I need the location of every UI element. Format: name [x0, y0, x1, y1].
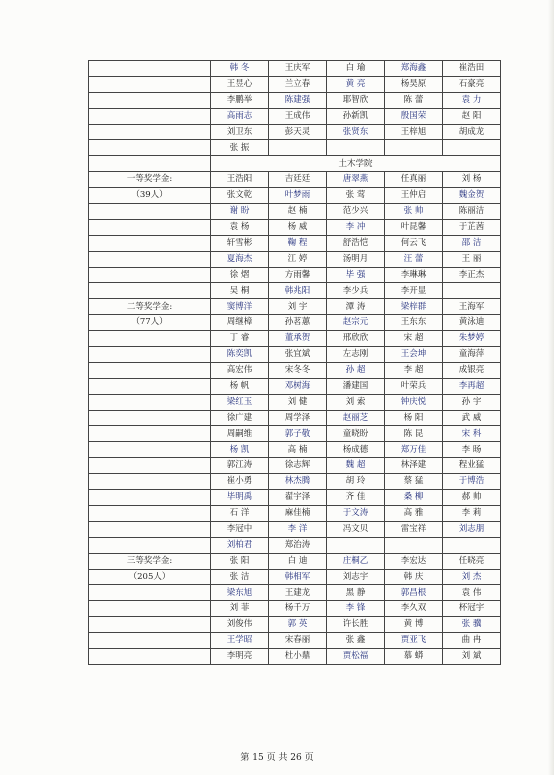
name-cell	[443, 283, 501, 299]
name-cell: 毕 强	[327, 267, 385, 283]
name-cell: 刘志朋	[443, 521, 501, 537]
name-cell: 丁 睿	[211, 331, 269, 347]
name-cell: 孙 超	[327, 362, 385, 378]
name-cell: 麻佳楠	[269, 505, 327, 521]
table-row	[89, 76, 501, 92]
name-cell: 胡 玲	[327, 474, 385, 490]
name-cell: 孙 宇	[443, 394, 501, 410]
name-cell: 武 威	[443, 410, 501, 426]
name-cell: 李 洋	[269, 521, 327, 537]
name-cell: 刘卫东	[211, 124, 269, 140]
category-label-cell: （39人）	[89, 188, 211, 204]
category-label-cell: 三等奖学金:	[89, 553, 211, 569]
name-cell: 刘 健	[269, 394, 327, 410]
category-label-cell	[89, 585, 211, 601]
name-cell: 汤明月	[327, 251, 385, 267]
name-cell: 江 婷	[269, 251, 327, 267]
name-cell: 李 锋	[327, 601, 385, 617]
name-cell: 陈 昆	[385, 426, 443, 442]
name-cell: 张 骥	[443, 617, 501, 633]
name-cell: 宋冬冬	[269, 362, 327, 378]
name-cell: 胡成龙	[443, 124, 501, 140]
name-cell: 袁 杨	[211, 219, 269, 235]
name-cell: 王会坤	[385, 347, 443, 363]
name-cell: 何云飞	[385, 235, 443, 251]
category-label-cell: 一等奖学金:	[89, 172, 211, 188]
name-cell: 曲 冉	[443, 633, 501, 649]
name-cell: 宋春丽	[269, 633, 327, 649]
name-cell: 王 丽	[443, 251, 501, 267]
table-row	[89, 172, 501, 188]
name-cell: 李开显	[385, 283, 443, 299]
name-cell: 张 帅	[385, 204, 443, 220]
name-cell: 杯冠宇	[443, 601, 501, 617]
name-cell: 冯文贝	[327, 521, 385, 537]
category-label-cell	[89, 426, 211, 442]
name-cell: 梁东旭	[211, 585, 269, 601]
name-cell: 韩 冬	[211, 61, 269, 77]
name-cell: 崔浩田	[443, 61, 501, 77]
category-label-cell: （205人）	[89, 569, 211, 585]
table-row	[89, 362, 501, 378]
name-cell: 周嗣维	[211, 426, 269, 442]
name-cell: 张 洁	[211, 569, 269, 585]
name-cell: 轩雪彬	[211, 235, 269, 251]
category-label-cell	[89, 235, 211, 251]
category-label-cell	[89, 648, 211, 664]
name-cell: 崔小勇	[211, 474, 269, 490]
name-cell: 任真丽	[385, 172, 443, 188]
name-cell: 张 振	[211, 140, 269, 156]
name-cell: 桑 柳	[385, 490, 443, 506]
category-label-cell	[89, 537, 211, 553]
category-label-cell	[89, 124, 211, 140]
name-cell: 石豪亮	[443, 76, 501, 92]
name-cell: 贾亚飞	[385, 633, 443, 649]
name-cell: 王成伟	[269, 108, 327, 124]
name-cell: 杜小鼎	[269, 648, 327, 664]
table-row	[89, 521, 501, 537]
table-row	[89, 219, 501, 235]
name-cell: 贾松福	[327, 648, 385, 664]
name-cell: 张文乾	[211, 188, 269, 204]
name-cell: 徐志辉	[269, 458, 327, 474]
name-cell: 吉廷廷	[269, 172, 327, 188]
table-row	[89, 140, 501, 156]
table-row	[89, 283, 501, 299]
category-label-cell	[89, 347, 211, 363]
name-cell: 郝 帅	[443, 490, 501, 506]
name-cell: 孙新凯	[327, 108, 385, 124]
name-cell: 林泽建	[385, 458, 443, 474]
name-cell: 王梓旭	[385, 124, 443, 140]
category-label-cell	[89, 204, 211, 220]
table-row	[89, 188, 501, 204]
name-cell: 左志刚	[327, 347, 385, 363]
name-cell: 许长胜	[327, 617, 385, 633]
name-cell: 赵宗元	[327, 315, 385, 331]
name-cell: 魏金贺	[443, 188, 501, 204]
name-cell: 于博浩	[443, 474, 501, 490]
name-cell: 张 鑫	[327, 633, 385, 649]
name-cell: 翟宇泽	[269, 490, 327, 506]
category-label-cell: 二等奖学金:	[89, 299, 211, 315]
category-label-cell	[89, 490, 211, 506]
name-cell: 陈丽洁	[443, 204, 501, 220]
category-label-cell	[89, 219, 211, 235]
name-cell: 赵 阳	[443, 108, 501, 124]
name-cell: 郭江涛	[211, 458, 269, 474]
name-cell: 潘建国	[327, 378, 385, 394]
name-cell: 高 楠	[269, 442, 327, 458]
category-label-cell	[89, 251, 211, 267]
name-cell: 刘 索	[327, 394, 385, 410]
name-cell: 孙茗蕙	[269, 315, 327, 331]
name-cell	[327, 140, 385, 156]
table-row	[89, 378, 501, 394]
name-cell: 殷国荣	[385, 108, 443, 124]
name-cell: 范少兴	[327, 204, 385, 220]
name-cell: 刘柏君	[211, 537, 269, 553]
name-cell: 周学泽	[269, 410, 327, 426]
name-cell: 韩兆阳	[269, 283, 327, 299]
table-row	[89, 633, 501, 649]
name-cell: 兰立春	[269, 76, 327, 92]
college-header-cell: 土木学院	[211, 156, 501, 172]
name-cell	[385, 140, 443, 156]
name-cell: 杨 凯	[211, 442, 269, 458]
name-cell: 李正杰	[443, 267, 501, 283]
name-cell	[385, 537, 443, 553]
category-label-cell	[89, 76, 211, 92]
name-cell: 郑万佳	[385, 442, 443, 458]
table-row	[89, 617, 501, 633]
name-cell: 白 迪	[269, 553, 327, 569]
name-cell: 叶梦雨	[269, 188, 327, 204]
name-cell: 王东东	[385, 315, 443, 331]
name-cell: 李 旸	[443, 442, 501, 458]
category-label-cell	[89, 394, 211, 410]
name-cell: 童晓盼	[327, 426, 385, 442]
name-cell: 郑治涛	[269, 537, 327, 553]
name-cell: 夏海杰	[211, 251, 269, 267]
name-cell: 吴 桐	[211, 283, 269, 299]
name-cell: 刘 宇	[269, 299, 327, 315]
name-cell: 郭子敬	[269, 426, 327, 442]
name-cell: 李 冲	[327, 219, 385, 235]
name-cell: 叶荣兵	[385, 378, 443, 394]
name-cell: 徐 熠	[211, 267, 269, 283]
name-cell: 白 瑜	[327, 61, 385, 77]
name-cell: 陈奕凯	[211, 347, 269, 363]
name-cell: 李明亮	[211, 648, 269, 664]
name-cell: 黄 亮	[327, 76, 385, 92]
name-cell: 刘志宇	[327, 569, 385, 585]
name-cell: 董承贺	[269, 331, 327, 347]
name-cell: 舒浩恺	[327, 235, 385, 251]
name-cell: 王学昭	[211, 633, 269, 649]
category-label-cell	[89, 378, 211, 394]
name-cell: 李 莉	[443, 505, 501, 521]
name-cell: 袁 力	[443, 92, 501, 108]
name-cell: 张宜斌	[269, 347, 327, 363]
name-cell: 李久双	[385, 601, 443, 617]
name-cell: 庄桐乙	[327, 553, 385, 569]
name-cell: 窦博洋	[211, 299, 269, 315]
name-cell: 杨昊原	[385, 76, 443, 92]
name-cell: 童海萍	[443, 347, 501, 363]
category-label-cell	[89, 601, 211, 617]
name-cell: 李宏达	[385, 553, 443, 569]
category-label-cell	[89, 92, 211, 108]
table-body	[89, 61, 501, 665]
name-cell: 周继樟	[211, 315, 269, 331]
name-cell: 黑 静	[327, 585, 385, 601]
name-cell: 王海军	[443, 299, 501, 315]
category-label-cell	[89, 442, 211, 458]
name-cell: 邵 洁	[443, 235, 501, 251]
table-row	[89, 347, 501, 363]
name-cell: 陈建强	[269, 92, 327, 108]
category-label-cell	[89, 505, 211, 521]
table-row	[89, 569, 501, 585]
name-cell: 石 洋	[211, 505, 269, 521]
category-label-cell	[89, 61, 211, 77]
name-cell: 蔡 猛	[385, 474, 443, 490]
name-cell: 赵 楠	[269, 204, 327, 220]
table-row	[89, 204, 501, 220]
table-row	[89, 394, 501, 410]
name-cell: 王建龙	[269, 585, 327, 601]
name-cell: 杨千万	[269, 601, 327, 617]
name-cell: 王昱心	[211, 76, 269, 92]
category-label-cell	[89, 140, 211, 156]
name-cell: 郑海鑫	[385, 61, 443, 77]
name-cell: 梁梓群	[385, 299, 443, 315]
category-label-cell	[89, 331, 211, 347]
name-cell: 程业猛	[443, 458, 501, 474]
name-cell: 刘 杰	[443, 569, 501, 585]
name-cell: 张 莺	[327, 188, 385, 204]
name-cell: 王浩阳	[211, 172, 269, 188]
name-cell: 高宏伟	[211, 362, 269, 378]
name-cell: 刘 斌	[443, 648, 501, 664]
table-row	[89, 585, 501, 601]
scholarship-name-table	[88, 60, 501, 665]
table-row	[89, 61, 501, 77]
table-row	[89, 648, 501, 664]
name-cell: 杨成德	[327, 442, 385, 458]
name-cell: 雷宝祥	[385, 521, 443, 537]
name-cell: 李少兵	[327, 283, 385, 299]
name-cell: 梁红玉	[211, 394, 269, 410]
name-cell: 李琳琳	[385, 267, 443, 283]
name-cell: 杨 威	[269, 219, 327, 235]
table-row	[89, 537, 501, 553]
name-cell: 毕明禹	[211, 490, 269, 506]
name-cell: 黄泳迪	[443, 315, 501, 331]
name-cell: 刘 菲	[211, 601, 269, 617]
name-cell: 彭天灵	[269, 124, 327, 140]
category-label-cell	[89, 521, 211, 537]
category-label-cell	[89, 267, 211, 283]
table-row	[89, 251, 501, 267]
name-cell: 李再超	[443, 378, 501, 394]
category-label-cell	[89, 362, 211, 378]
name-cell: 高 雅	[385, 505, 443, 521]
section-header-row	[89, 156, 501, 172]
name-cell: 于芷茜	[443, 219, 501, 235]
name-cell: 魏 超	[327, 458, 385, 474]
name-cell: 汪 蕾	[385, 251, 443, 267]
table-row	[89, 553, 501, 569]
name-cell: 齐 佳	[327, 490, 385, 506]
name-cell: 陈 蕾	[385, 92, 443, 108]
table-row	[89, 505, 501, 521]
name-cell: 张 阳	[211, 553, 269, 569]
name-cell: 林杰腾	[269, 474, 327, 490]
name-cell: 郭昌根	[385, 585, 443, 601]
name-cell: 钟庆悦	[385, 394, 443, 410]
name-cell: 于文涛	[327, 505, 385, 521]
name-cell: 刘 杨	[443, 172, 501, 188]
table-row	[89, 299, 501, 315]
table-row	[89, 331, 501, 347]
table-row	[89, 442, 501, 458]
name-cell: 张贤东	[327, 124, 385, 140]
name-cell: 鞠 程	[269, 235, 327, 251]
name-cell: 宋 科	[443, 426, 501, 442]
table-row	[89, 601, 501, 617]
name-cell: 唐翠燕	[327, 172, 385, 188]
table-row	[89, 235, 501, 251]
table-row	[89, 410, 501, 426]
table-row	[89, 426, 501, 442]
name-cell: 李鹏举	[211, 92, 269, 108]
name-cell	[269, 140, 327, 156]
name-cell: 李冠中	[211, 521, 269, 537]
table-row	[89, 458, 501, 474]
name-cell: 郭 英	[269, 617, 327, 633]
name-cell: 朱梦婷	[443, 331, 501, 347]
name-cell: 袁 伟	[443, 585, 501, 601]
category-label-cell	[89, 617, 211, 633]
category-label-cell	[89, 410, 211, 426]
name-cell: 慕 蟒	[385, 648, 443, 664]
table-row	[89, 108, 501, 124]
name-cell	[443, 140, 501, 156]
name-cell: 宋 超	[385, 331, 443, 347]
name-cell: 杨 阳	[385, 410, 443, 426]
name-cell: 王庆军	[269, 61, 327, 77]
table-row	[89, 124, 501, 140]
name-cell: 刘俊伟	[211, 617, 269, 633]
category-label-cell	[89, 156, 211, 172]
name-cell: 邢欣欣	[327, 331, 385, 347]
name-cell: 耶智欣	[327, 92, 385, 108]
category-label-cell	[89, 458, 211, 474]
name-cell: 李 超	[385, 362, 443, 378]
category-label-cell	[89, 283, 211, 299]
table-row	[89, 267, 501, 283]
name-cell: 韩相军	[269, 569, 327, 585]
category-label-cell: （77人）	[89, 315, 211, 331]
name-cell: 叶昆馨	[385, 219, 443, 235]
page-footer: 第 15 页 共 26 页	[240, 753, 314, 763]
name-cell: 赵丽芝	[327, 410, 385, 426]
category-label-cell	[89, 633, 211, 649]
table-row	[89, 315, 501, 331]
category-label-cell	[89, 474, 211, 490]
name-cell: 徐广建	[211, 410, 269, 426]
name-cell: 黄 博	[385, 617, 443, 633]
name-cell: 潭 涛	[327, 299, 385, 315]
table-row	[89, 490, 501, 506]
name-cell: 成银亮	[443, 362, 501, 378]
name-cell: 谢 盼	[211, 204, 269, 220]
name-cell: 杨 帆	[211, 378, 269, 394]
name-cell: 韩 庆	[385, 569, 443, 585]
scan-edge-shadow	[548, 0, 554, 775]
name-cell: 高雨志	[211, 108, 269, 124]
table-row	[89, 92, 501, 108]
category-label-cell	[89, 108, 211, 124]
name-cell: 王仲启	[385, 188, 443, 204]
table-row	[89, 474, 501, 490]
name-cell	[327, 537, 385, 553]
name-cell: 任晓亮	[443, 553, 501, 569]
name-cell: 方雨馨	[269, 267, 327, 283]
name-cell: 邓树海	[269, 378, 327, 394]
name-cell	[443, 537, 501, 553]
